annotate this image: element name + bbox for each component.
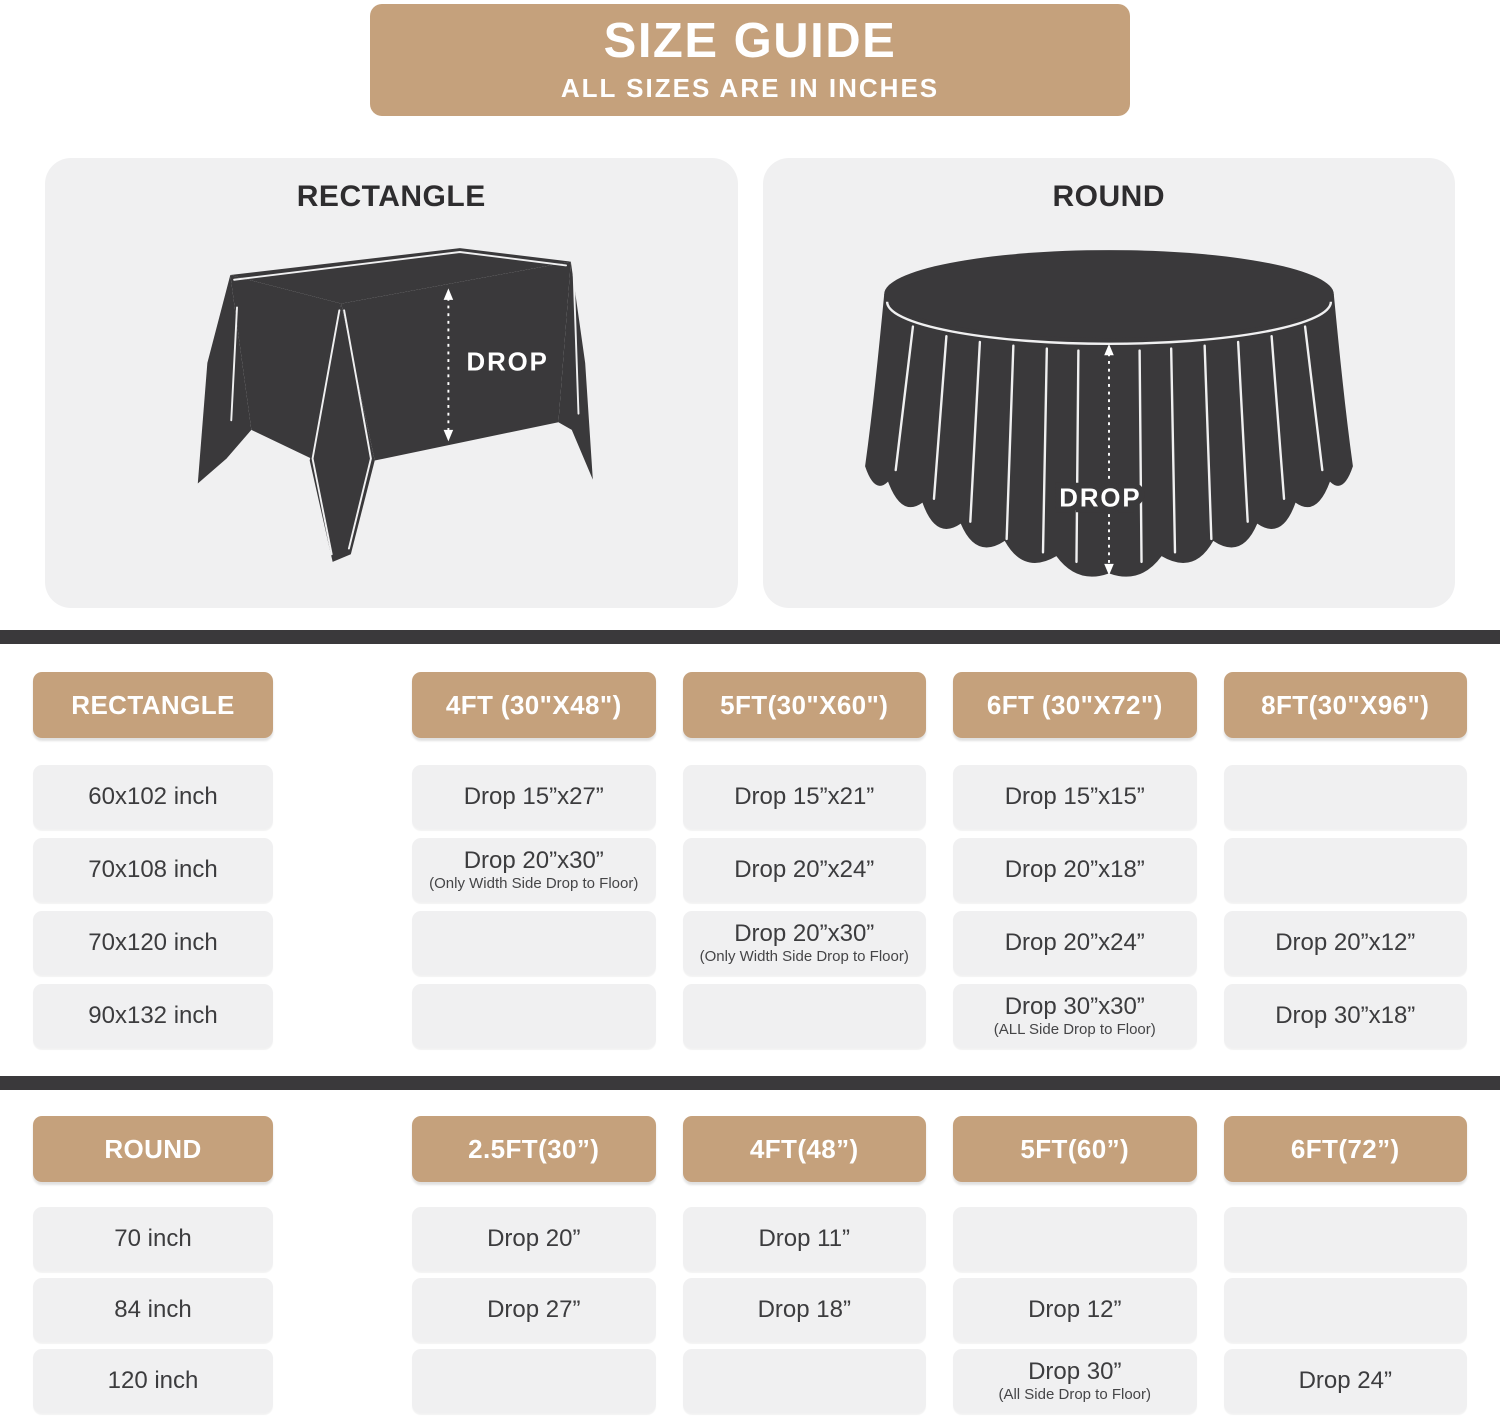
column-header-8ft: 8FT(30"X96") bbox=[1224, 672, 1468, 738]
table-cell bbox=[953, 1207, 1197, 1271]
cell-note: (Only Width Side Drop to Floor) bbox=[699, 947, 909, 965]
column-header-5ft-round: 5FT(60”) bbox=[953, 1116, 1197, 1182]
table-cell bbox=[953, 838, 1197, 902]
size-guide-banner bbox=[370, 4, 1130, 116]
table-cell bbox=[683, 1278, 927, 1342]
rectangle-tablecloth-illustration bbox=[61, 218, 721, 594]
column-spacer bbox=[300, 911, 385, 975]
cell-value: Drop 15”x15” bbox=[1004, 782, 1145, 810]
cell-value: Drop 18” bbox=[757, 1295, 851, 1323]
rectangle-table-header bbox=[0, 672, 1500, 738]
cell-value: Drop 24” bbox=[1298, 1366, 1392, 1394]
column-spacer bbox=[300, 838, 385, 902]
cell-value: Drop 30” bbox=[1028, 1357, 1122, 1385]
column-header-6ft-round: 6FT(72”) bbox=[1224, 1116, 1468, 1182]
row-label: 84 inch bbox=[33, 1278, 273, 1342]
round-row-header-pill: ROUND bbox=[33, 1116, 273, 1182]
table-cell bbox=[412, 1349, 656, 1413]
column-spacer bbox=[300, 1116, 385, 1182]
cell-note: (Only Width Side Drop to Floor) bbox=[429, 874, 639, 892]
table-cell bbox=[412, 984, 656, 1048]
table-cell bbox=[953, 765, 1197, 829]
column-spacer bbox=[300, 984, 385, 1048]
section-divider bbox=[0, 1076, 1500, 1090]
table-cell bbox=[953, 1278, 1197, 1342]
table-cell bbox=[412, 765, 656, 829]
column-spacer bbox=[300, 765, 385, 829]
cell-value: Drop 20”x24” bbox=[1004, 928, 1145, 956]
round-table-body bbox=[0, 1207, 1500, 1413]
table-cell bbox=[412, 1207, 656, 1271]
round-diagram-title: ROUND bbox=[1052, 180, 1165, 213]
rectangle-diagram-panel bbox=[45, 158, 738, 608]
column-spacer bbox=[300, 672, 385, 738]
table-cell bbox=[1224, 1207, 1468, 1271]
row-label: 70 inch bbox=[33, 1207, 273, 1271]
row-label: 70x120 inch bbox=[33, 911, 273, 975]
rectangle-table-body bbox=[0, 765, 1500, 1048]
table-cell bbox=[412, 838, 656, 902]
column-spacer bbox=[300, 1207, 385, 1271]
cell-value: Drop 20”x12” bbox=[1275, 928, 1416, 956]
cell-value: Drop 20”x30” bbox=[734, 919, 875, 947]
table-cell bbox=[683, 984, 927, 1048]
column-header-4ft-round: 4FT(48”) bbox=[683, 1116, 927, 1182]
rectangle-drop-label: DROP bbox=[466, 348, 550, 377]
cell-value: Drop 27” bbox=[487, 1295, 581, 1323]
row-label: 90x132 inch bbox=[33, 984, 273, 1048]
cell-value: Drop 30”x18” bbox=[1275, 1001, 1416, 1029]
rectangle-row-header-pill: RECTANGLE bbox=[33, 672, 273, 738]
table-cell bbox=[683, 765, 927, 829]
table-cell bbox=[1224, 838, 1468, 902]
round-drop-label: DROP bbox=[1059, 484, 1142, 513]
table-cell bbox=[1224, 765, 1468, 829]
column-header-6ft: 6FT (30"X72") bbox=[953, 672, 1197, 738]
table-cell bbox=[1224, 1349, 1468, 1413]
row-label: 70x108 inch bbox=[33, 838, 273, 902]
cell-value: Drop 15”x21” bbox=[734, 782, 875, 810]
table-cell bbox=[412, 1278, 656, 1342]
cell-note: (All Side Drop to Floor) bbox=[998, 1385, 1152, 1403]
table-cell bbox=[953, 984, 1197, 1048]
table-cell bbox=[1224, 911, 1468, 975]
round-diagram-panel bbox=[763, 158, 1456, 608]
table-cell bbox=[683, 911, 927, 975]
table-cell bbox=[1224, 984, 1468, 1048]
table-cell bbox=[683, 1207, 927, 1271]
cell-value: Drop 30”x30” bbox=[1004, 992, 1145, 1020]
cell-value: Drop 12” bbox=[1028, 1295, 1122, 1323]
cell-value: Drop 20”x18” bbox=[1004, 855, 1145, 883]
row-label: 120 inch bbox=[33, 1349, 273, 1413]
rectangle-diagram-title: RECTANGLE bbox=[296, 180, 486, 213]
table-cell bbox=[683, 1349, 927, 1413]
cell-value: Drop 20”x30” bbox=[463, 846, 604, 874]
column-header-2-5ft: 2.5FT(30”) bbox=[412, 1116, 656, 1182]
row-label: 60x102 inch bbox=[33, 765, 273, 829]
table-cell bbox=[412, 911, 656, 975]
column-spacer bbox=[300, 1349, 385, 1413]
column-header-5ft: 5FT(30"X60") bbox=[683, 672, 927, 738]
round-table-header bbox=[0, 1116, 1500, 1182]
section-divider bbox=[0, 630, 1500, 644]
table-cell bbox=[953, 911, 1197, 975]
page-title: SIZE GUIDE bbox=[603, 13, 897, 68]
table-cell bbox=[683, 838, 927, 902]
column-header-4ft: 4FT (30"X48") bbox=[412, 672, 656, 738]
diagram-panels bbox=[0, 158, 1500, 608]
cell-note: (ALL Side Drop to Floor) bbox=[993, 1020, 1156, 1038]
cell-value: Drop 20” bbox=[487, 1224, 581, 1252]
column-spacer bbox=[300, 1278, 385, 1342]
table-cell bbox=[953, 1349, 1197, 1413]
table-cell bbox=[1224, 1278, 1468, 1342]
cell-value: Drop 11” bbox=[758, 1224, 851, 1252]
cell-value: Drop 15”x27” bbox=[463, 782, 604, 810]
round-tablecloth-illustration bbox=[779, 218, 1439, 594]
cell-value: Drop 20”x24” bbox=[734, 855, 875, 883]
page-subtitle: ALL SIZES ARE IN INCHES bbox=[560, 73, 940, 104]
